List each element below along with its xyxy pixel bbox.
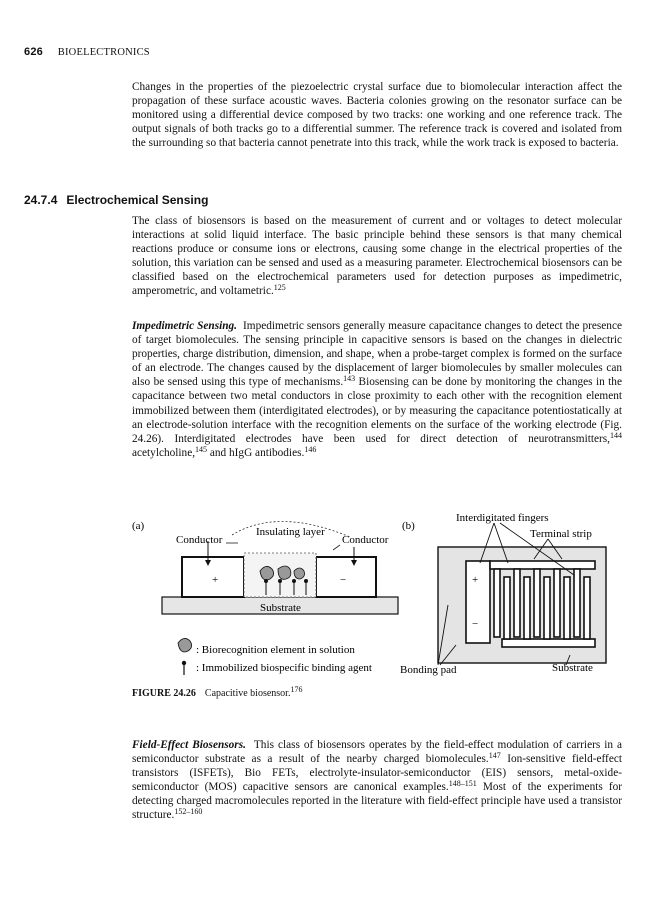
panel-a-label: (a) <box>132 520 145 532</box>
terminal-strip-label: Terminal strip <box>530 528 592 540</box>
conductor-right-label: Conductor <box>342 534 389 546</box>
citation: 145 <box>195 444 208 454</box>
citation: 143 <box>343 374 356 384</box>
caption-text: Capacitive biosensor. <box>204 688 291 699</box>
run-in-heading: Field-Effect Biosensors. <box>132 739 246 751</box>
caption-label: FIGURE 24.26 <box>132 688 196 699</box>
running-header <box>24 46 150 58</box>
insulating-layer-label: Insulating layer <box>256 526 325 538</box>
citation: 147 <box>488 751 501 761</box>
run-in-heading: Impedimetric Sensing. <box>132 320 237 332</box>
minus-sign-b: − <box>472 618 479 630</box>
plus-sign: + <box>212 574 219 586</box>
paragraph-text: This class of biosensors operates by the field-effect modulation of carriers in a semiconductor substrate as a result of the nearby charged biomolecules. <box>132 739 623 766</box>
citation: 176 <box>290 685 303 694</box>
paragraph-text: Impedimetric sensors generally measure capacitance changes to detect the presence of target biomolecules. The sensing principle in capacitive sensors is based on the changes in dielectric properties, charge distribution, dimension, and shape, when a probe-target complex is formed on the surface of an electrode. The changes caused by the displacement of larger biomolecules by smaller molecules can also be sensed using this type of mechanisms. <box>132 320 622 389</box>
plus-sign-b: + <box>472 574 479 586</box>
paragraph-text: Biosensing can be done by monitoring the changes in the capacitance between two metal conductors in close proximity to each other with the recognition element immobilized between them (interdigitated electrodes), or by measuring the capacitance potentiostatically at an electrode-solution interface with the recognition elements on the surface of the working electrode (Fig. 24.26). Interdigitated electrodes have been used for direct detection of neurotransmitters, <box>132 376 622 445</box>
substrate-b-label: Substrate <box>552 662 593 674</box>
page-number: 626 <box>24 46 43 58</box>
paragraph-impedimetric <box>132 319 622 460</box>
substrate-a-label: Substrate <box>260 602 301 614</box>
paragraph-text: Changes in the properties of the piezoelectric crystal surface due to biomolecular interaction affect the propagation of these surface acoustic waves. Bacteria colonies growing on the resonator surface can be monitored using a differential device composed by two tracks: one working and one reference track. The output signals of both tracks go to a differential summer. The reference track is covered and isolated from the surrounding so that bacteria cannot penetrate into this track, while the work track is exposed to bacteria. <box>132 81 622 150</box>
bonding-pad-label: Bonding pad <box>400 664 457 676</box>
citation: 152–160 <box>174 807 203 817</box>
running-title: BIOELECTRONICS <box>57 47 150 58</box>
bioelement-legend-icon <box>178 638 192 652</box>
legend-binding-agent: : Immobilized biospecific binding agent <box>196 662 372 674</box>
interdigitated-fingers-label: Interdigitated fingers <box>456 512 549 524</box>
minus-sign: − <box>340 574 347 586</box>
paragraph-text: and hIgG antibodies. <box>209 446 305 459</box>
paragraph-text: The class of biosensors is based on the measurement of current and or voltages to detect molecular interactions at solid liquid interface. The basic principle behind these sensors is that many chemical reactions produce or consume ions or electrons, causing some change in the electrical properties of the solution, this variation can be sensed and used as a measuring parameter. Electrochemical biosensors can be classified based on the electrochemical parameters used for detection purposes as impedimetric, amperometric, and voltametric. <box>132 215 622 298</box>
section-number: 24.7.4 <box>24 193 58 207</box>
figure-caption <box>132 685 303 699</box>
section-heading <box>24 193 217 207</box>
paragraph-text: Most of the experiments for detecting charged macromolecules reported in the literature with field-effect principle have used a transistor structure. <box>132 781 623 822</box>
paragraph-text: acetylcholine, <box>132 446 196 459</box>
citation: 146 <box>304 444 317 454</box>
citation: 144 <box>610 430 622 440</box>
paragraph-saw <box>132 80 622 150</box>
paragraph-field-effect <box>132 738 622 823</box>
citation: 148–151 <box>448 779 477 789</box>
panel-b-label: (b) <box>402 520 415 532</box>
paragraph-text: Ion-sensitive field-effect transistors (ISFETs), Bio FETs, electrolyte-insulator-semiconductor (EIS) sensors, metal-oxide-semiconductor (MOS) capacitive sensors are canonical examples. <box>132 753 622 794</box>
section-title: Electrochemical Sensing <box>66 193 209 207</box>
capacitive-biosensor-figure <box>128 505 608 683</box>
conductor-left-label: Conductor <box>176 534 223 546</box>
paragraph-electrochemical <box>132 214 622 299</box>
legend-biorecognition: : Biorecognition element in solution <box>196 644 355 656</box>
citation: 125 <box>273 283 286 293</box>
